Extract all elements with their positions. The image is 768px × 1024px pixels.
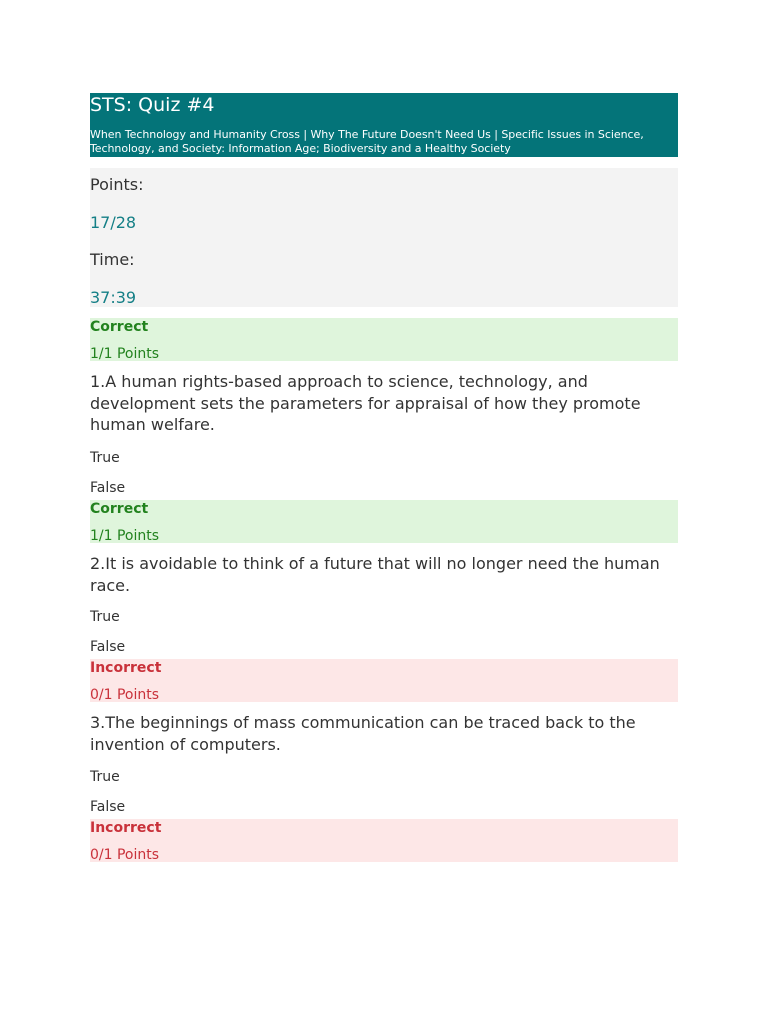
question-block — [90, 702, 678, 816]
result-status: Correct — [90, 501, 149, 517]
answer-option[interactable]: True — [90, 769, 120, 785]
points-value: 17/28 — [90, 213, 137, 232]
answer-option[interactable]: False — [90, 480, 126, 496]
score-summary — [90, 168, 678, 307]
result-points: 0/1 Points — [90, 687, 160, 703]
question-text: 3.The beginnings of mass communication can be traced back to the invention of computers. — [90, 713, 636, 754]
result-points: 1/1 Points — [90, 346, 160, 362]
quiz-container — [90, 93, 678, 862]
result-status: Correct — [90, 319, 149, 335]
time-value: 37:39 — [90, 288, 137, 307]
quiz-title: STS: Quiz #4 — [90, 94, 215, 116]
result-banner — [90, 318, 678, 361]
result-banner — [90, 659, 678, 702]
question-text: 1.A human rights-based approach to science, technology, and development sets the parameters for appraisal of how they promote human welfare. — [90, 372, 641, 434]
result-banner — [90, 819, 678, 862]
result-banner — [90, 500, 678, 543]
points-label: Points: — [90, 175, 144, 194]
question-block — [90, 543, 678, 656]
result-status: Incorrect — [90, 660, 162, 676]
answer-option[interactable]: False — [90, 799, 126, 815]
answer-option[interactable]: False — [90, 639, 126, 655]
answer-option[interactable]: True — [90, 450, 120, 466]
time-label: Time: — [90, 250, 135, 269]
result-points: 1/1 Points — [90, 528, 160, 544]
result-status: Incorrect — [90, 820, 162, 836]
answer-option[interactable]: True — [90, 609, 120, 625]
quiz-header — [90, 93, 678, 157]
question-text: 2.It is avoidable to think of a future that will no longer need the human race. — [90, 554, 660, 595]
quiz-subtitle: When Technology and Humanity Cross | Why The Future Doesn't Need Us | Specific Issues in Science, Technology, and Society: Information Age; Biodiversity and a Healthy Society — [90, 128, 644, 155]
question-block — [90, 361, 678, 497]
result-points: 0/1 Points — [90, 847, 160, 863]
